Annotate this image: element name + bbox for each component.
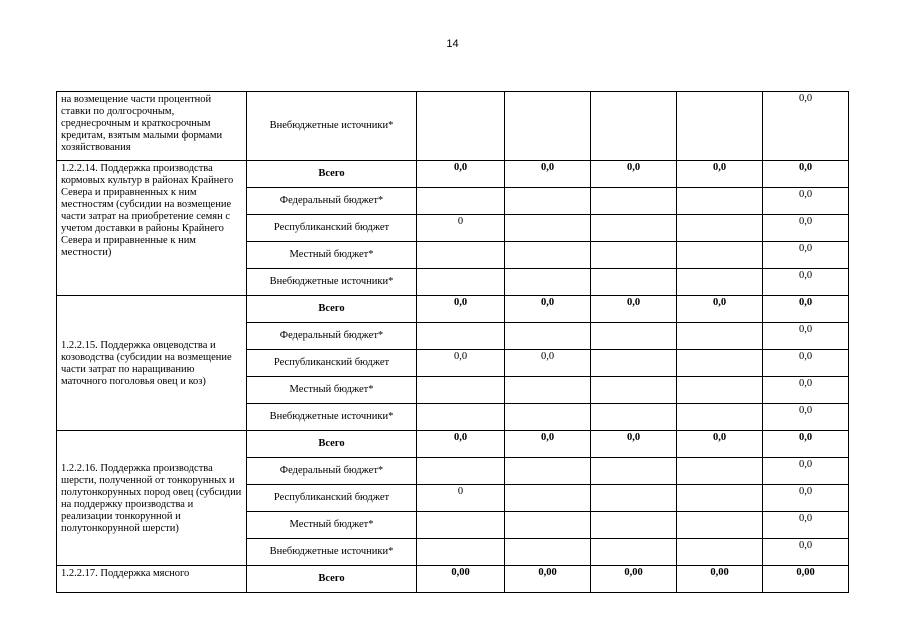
value-cell [591, 404, 677, 431]
funding-source-cell: Внебюджетные источники* [247, 539, 417, 566]
funding-source-cell: Внебюджетные источники* [247, 404, 417, 431]
value-cell [505, 485, 591, 512]
funding-source-cell: Республиканский бюджет [247, 350, 417, 377]
value-cell: 0,0 [763, 512, 849, 539]
value-cell: 0,0 [417, 296, 505, 323]
funding-source-cell: Внебюджетные источники* [247, 92, 417, 161]
value-cell: 0 [417, 215, 505, 242]
value-cell: 0,0 [763, 92, 849, 161]
value-cell [591, 350, 677, 377]
value-cell: 0,0 [763, 404, 849, 431]
value-cell: 0,0 [417, 161, 505, 188]
value-cell [591, 377, 677, 404]
value-cell: 0,0 [763, 161, 849, 188]
value-cell [417, 539, 505, 566]
value-cell [677, 512, 763, 539]
value-cell: 0,0 [417, 431, 505, 458]
value-cell [591, 242, 677, 269]
value-cell: 0,0 [763, 485, 849, 512]
value-cell: 0,0 [417, 350, 505, 377]
value-cell: 0,00 [505, 566, 591, 593]
value-cell [591, 269, 677, 296]
funding-source-cell: Федеральный бюджет* [247, 323, 417, 350]
funding-source-cell: Федеральный бюджет* [247, 188, 417, 215]
value-cell [417, 242, 505, 269]
value-cell [505, 539, 591, 566]
value-cell: 0,0 [763, 458, 849, 485]
value-cell [417, 404, 505, 431]
value-cell: 0,0 [763, 242, 849, 269]
value-cell [417, 512, 505, 539]
value-cell: 0,0 [763, 323, 849, 350]
funding-source-cell: Республиканский бюджет [247, 485, 417, 512]
funding-source-cell: Федеральный бюджет* [247, 458, 417, 485]
funding-source-cell: Местный бюджет* [247, 512, 417, 539]
value-cell: 0,00 [417, 566, 505, 593]
table-row [57, 92, 849, 161]
value-cell: 0,0 [677, 161, 763, 188]
value-cell [677, 269, 763, 296]
value-cell: 0,0 [763, 539, 849, 566]
table-row [57, 161, 849, 188]
value-cell [677, 215, 763, 242]
value-cell [591, 485, 677, 512]
value-cell [417, 458, 505, 485]
value-cell [677, 539, 763, 566]
value-cell: 0,0 [763, 431, 849, 458]
funding-source-cell: Республиканский бюджет [247, 215, 417, 242]
funding-source-cell: Всего [247, 161, 417, 188]
measure-description: 1.2.2.17. Поддержка мясного [57, 566, 247, 593]
page-number: 14 [446, 38, 459, 50]
value-cell: 0,0 [763, 350, 849, 377]
value-cell [417, 188, 505, 215]
value-cell [677, 350, 763, 377]
value-cell [677, 92, 763, 161]
value-cell [417, 323, 505, 350]
value-cell [591, 92, 677, 161]
value-cell [505, 377, 591, 404]
value-cell: 0,0 [677, 431, 763, 458]
value-cell: 0,00 [763, 566, 849, 593]
table-row [57, 566, 849, 593]
value-cell [417, 269, 505, 296]
value-cell [677, 377, 763, 404]
table-row [57, 431, 849, 458]
value-cell: 0,0 [763, 377, 849, 404]
value-cell [505, 512, 591, 539]
value-cell [505, 323, 591, 350]
value-cell: 0,0 [591, 296, 677, 323]
measure-description: 1.2.2.15. Поддержка овцеводства и козоводства (субсидии на возмещение части затрат по наращиванию маточного поголовья овец и коз) [57, 296, 247, 431]
value-cell [505, 188, 591, 215]
value-cell [505, 215, 591, 242]
value-cell: 0,0 [505, 431, 591, 458]
value-cell [591, 323, 677, 350]
value-cell [677, 323, 763, 350]
funding-source-cell: Всего [247, 431, 417, 458]
measure-description: 1.2.2.14. Поддержка производства кормовых культур в районах Крайнего Севера и приравненных к ним местностям (субсидии на возмещение части затрат на приобретение семян с учетом доставки в районы Крайнего Севера и приравненные к ним местности) [57, 161, 247, 296]
value-cell [591, 188, 677, 215]
value-cell [591, 512, 677, 539]
value-cell [677, 485, 763, 512]
value-cell: 0,00 [677, 566, 763, 593]
value-cell [505, 269, 591, 296]
value-cell [505, 92, 591, 161]
value-cell [591, 215, 677, 242]
value-cell [505, 242, 591, 269]
value-cell: 0,0 [677, 296, 763, 323]
value-cell [677, 404, 763, 431]
value-cell [677, 242, 763, 269]
value-cell: 0 [417, 485, 505, 512]
value-cell [591, 539, 677, 566]
value-cell [677, 458, 763, 485]
value-cell [591, 458, 677, 485]
measure-description: на возмещение части процентной ставки по долгосрочным, среднесрочным и краткосрочным кредитам, взятым малыми формами хозяйствования [57, 92, 247, 161]
value-cell: 0,0 [505, 350, 591, 377]
value-cell: 0,0 [505, 161, 591, 188]
value-cell [505, 458, 591, 485]
value-cell: 0,0 [763, 215, 849, 242]
value-cell: 0,0 [591, 431, 677, 458]
value-cell: 0,0 [505, 296, 591, 323]
value-cell: 0,0 [763, 269, 849, 296]
value-cell: 0,0 [763, 296, 849, 323]
value-cell: 0,00 [591, 566, 677, 593]
value-cell [677, 188, 763, 215]
value-cell [417, 377, 505, 404]
funding-source-cell: Местный бюджет* [247, 242, 417, 269]
value-cell: 0,0 [763, 188, 849, 215]
measure-description: 1.2.2.16. Поддержка производства шерсти, полученной от тонкорунных и полутонкорунных пород овец (субсидии на поддержку производства и реализации тонкорунной и полутонкорунной шерсти) [57, 431, 247, 566]
funding-source-cell: Всего [247, 296, 417, 323]
value-cell: 0,0 [591, 161, 677, 188]
funding-source-cell: Внебюджетные источники* [247, 269, 417, 296]
value-cell [505, 404, 591, 431]
value-cell [417, 92, 505, 161]
funding-source-cell: Всего [247, 566, 417, 593]
funding-source-cell: Местный бюджет* [247, 377, 417, 404]
funding-table [56, 91, 849, 593]
table-row [57, 296, 849, 323]
